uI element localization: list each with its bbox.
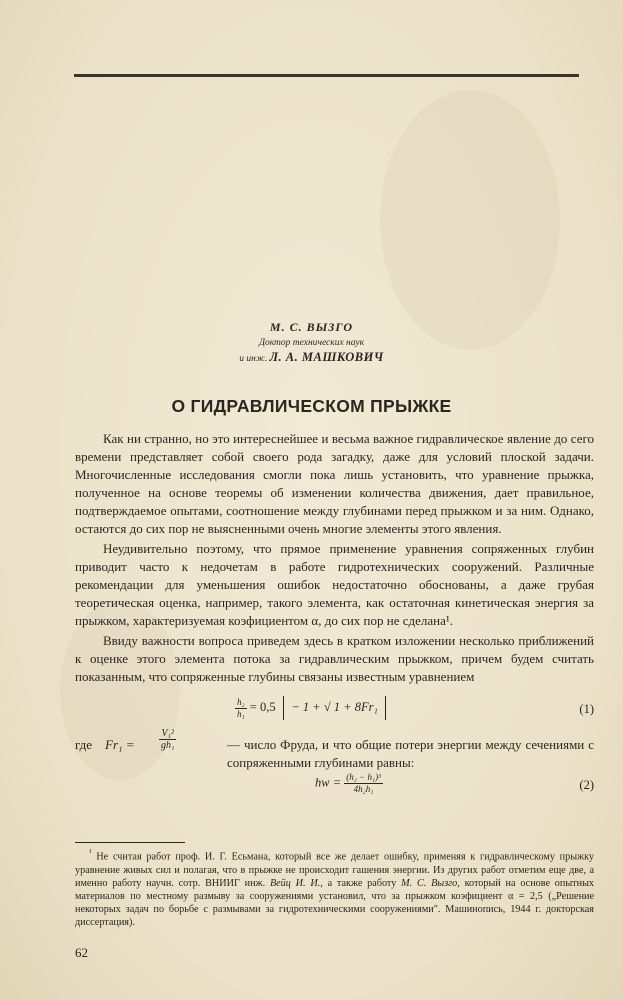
footnote-mark: ¹ xyxy=(89,847,92,857)
paragraph-2: Неудивительно поэтому, что прямое применение уравнения сопряженных глубин приводит часто к недочетам в работе гидротехнических сооружений. Различные рекомендации для уменьшения ошибок недостаточно обоснованы, а даже грубая теоретическая оценка, например, такого элемента, как остаточная кинетическая энергия за прыжком, характеризуемая коэфициентом α, до сих пор не сделана¹. xyxy=(75,541,594,628)
bracket-left xyxy=(283,696,285,720)
page-number: 62 xyxy=(75,945,88,960)
paragraph-1: Как ни странно, но это интереснейшее и весьма важное гидравлическое явление до сего времени представляет собой своего рода загадку, даже для условий плоской задачи. Многочисленные исследования смогли пока лишь установить, что уравнение прыжка, полученное на основе теоремы об изменении количества движения, дает правильное, подтверждаемое опытами, соотношение между глубинами перед прыжком и за ним. Однако, остаются до сих пор не выясненными очень многие элементы этого явления. xyxy=(75,431,594,536)
footnote: $^{^1}$ Не считая работ проф. И. Г. Есьмана, который все же делает ошибку, применяя к гидравлическому прыжку уравнение живых сил и полагая, что в прыжке не происходит гашения энергии. Из других работ отметим еще две, а именно работу научн. сотр. ВНИИГ инж. Вейц И. И., а также работу М. С. Вызго, который на основе опытных материалов по местному размыву за сооружениями установил, что за прыжком коэфициент α = 2,5 („Решение некоторых задач по борьбе с размывами за гидротехническими сооружениями". Машинопись, 1944 г. докторская диссертация). xyxy=(75,847,595,929)
article-body xyxy=(75,430,594,804)
paper-stain xyxy=(380,90,560,350)
paragraph-3: Ввиду важности вопроса приведем здесь в кратком изложении несколько приближений к оценке этого элемента потока за гидравлическим прыжком, причем будем считать показанным, что сопряженные глубины связаны известным уравнением xyxy=(75,633,594,684)
author-2 xyxy=(0,350,623,365)
equation-1: $\frac{\text{h₂}}{\text{h₁}}$ = 0,5 − 1 + √ 1 + 8Fr₁ (1) xyxy=(237,696,594,719)
footnote-name-2: М. С. Вызго xyxy=(401,877,458,889)
equation-1-number: (1) xyxy=(579,702,594,716)
froude-fraction: $\frac{\text{V₁²}}{\text{gh₁}}$ xyxy=(161,728,175,751)
equation-1-fraction: $\frac{\text{h₂}}{\text{h₁}}$ xyxy=(237,696,245,719)
footnote-name-1: Вейц И. И. xyxy=(269,877,321,889)
footnote-rule xyxy=(75,842,185,843)
author-1: М. С. ВЫЗГО xyxy=(269,320,354,334)
author-degree: Доктор технических наук xyxy=(258,338,365,348)
equation-2: hw = $\frac{\text{(h₂ − h₁)³}}{\text{4h₂h₁}}$ (2) xyxy=(315,772,594,794)
equation-2-fraction: $\frac{\text{(h₂ − h₁)³}}{\text{4h₂h₁}}$ xyxy=(346,772,381,794)
header-rule xyxy=(74,74,579,77)
author-2-prefix: и инж. xyxy=(239,354,268,364)
froude-definition: где Fr₁ = $\frac{\text{V₁²}}{\text{gh₁}}$ — число Фруда, и что общие потери энергии между сечениями с сопряженными глубинами равны: xyxy=(75,728,594,770)
author-2-name: Л. А. МАШКОВИЧ xyxy=(269,350,384,364)
article-title: О ГИДРАВЛИЧЕСКОМ ПРЫЖКЕ xyxy=(171,396,452,416)
equation-2-number: (2) xyxy=(579,778,594,792)
bracket-right xyxy=(385,696,387,720)
authors-block xyxy=(0,320,623,365)
